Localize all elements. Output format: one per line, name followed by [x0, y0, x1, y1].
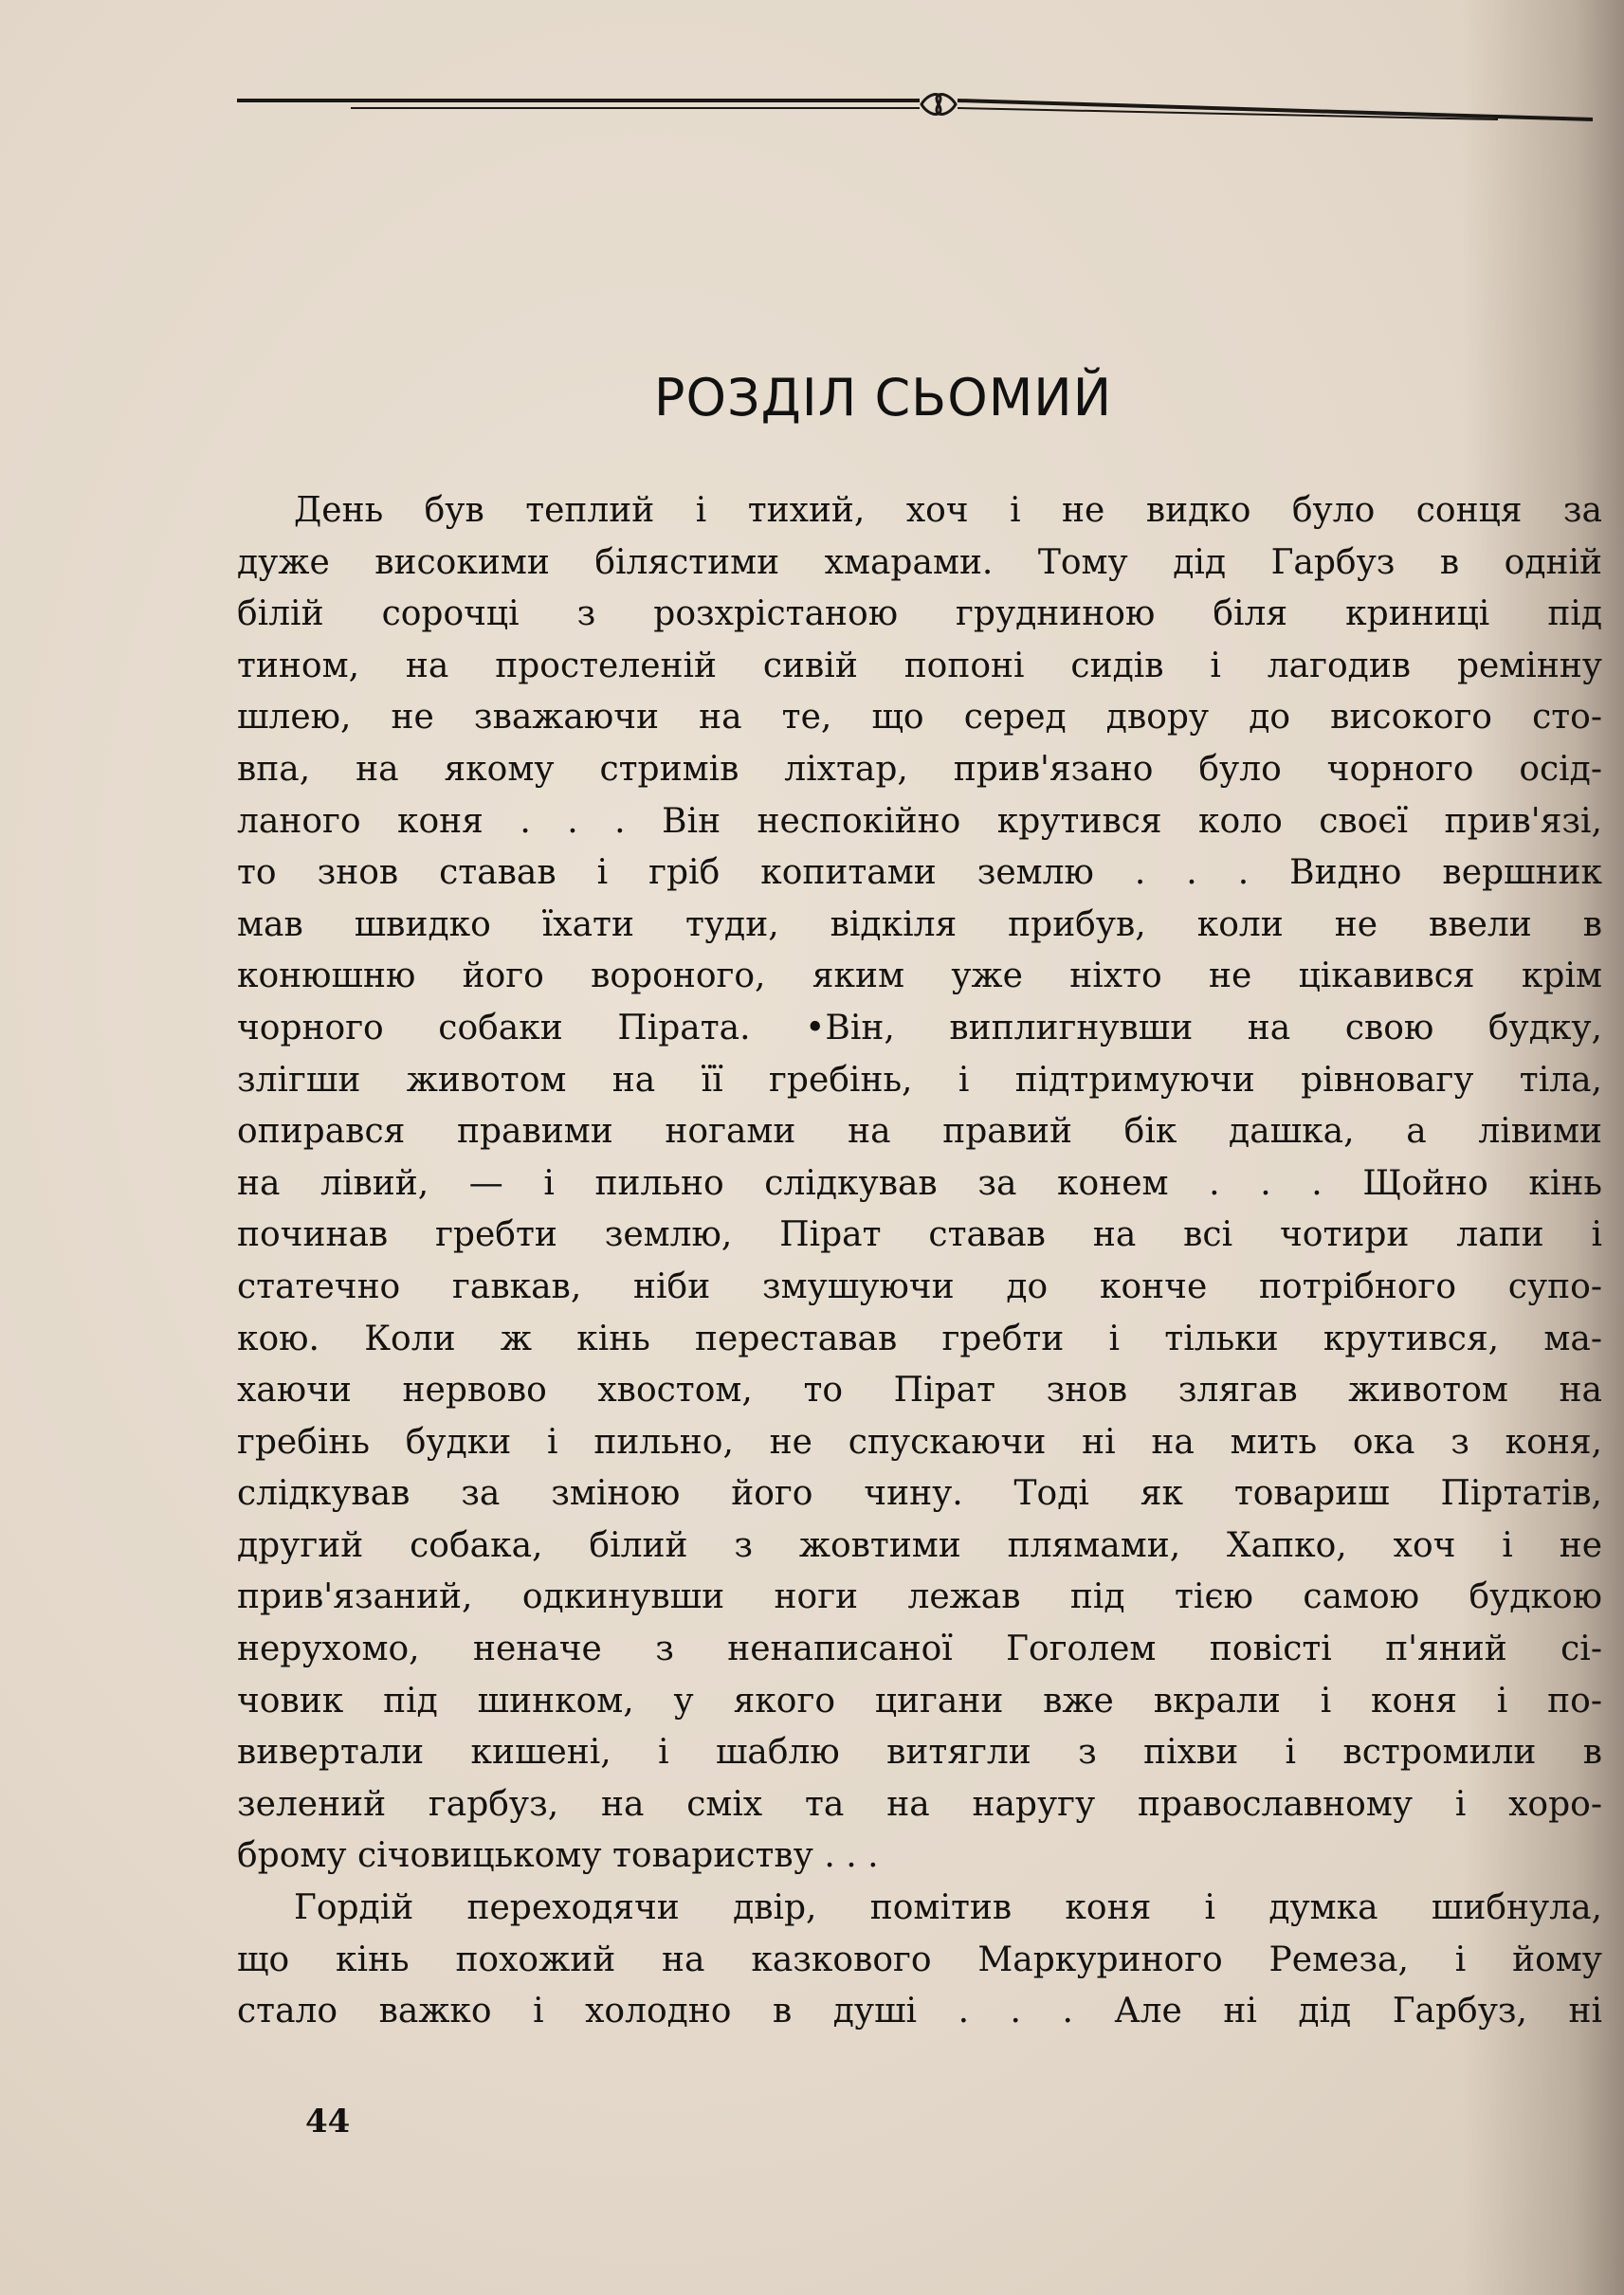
text-line: зелений гарбуз, на сміх та на наругу православному і хоро- — [237, 1784, 1602, 1824]
text-line: гребінь будки і пильно, не спускаючи ні на мить ока з коня, — [237, 1422, 1602, 1462]
text-line: кою. Коли ж кінь переставав гребти і тільки крутився, ма- — [237, 1319, 1602, 1358]
text-line: човик під шинком, у якого цигани вже вкрали і коня і по- — [237, 1681, 1602, 1721]
text-line: нерухомо, неначе з ненаписаної Гоголем повісті п'яний сі- — [237, 1630, 1602, 1669]
text-line: хаючи нервово хвостом, то Пірат знов злягав животом на — [237, 1371, 1602, 1411]
text-line: статечно гавкав, ніби змушуючи до конче потрібного супо- — [237, 1266, 1602, 1306]
text-line: брому січовицькому товариству . . . — [237, 1836, 879, 1876]
text-line: злігши животом на її гребінь, і підтримуючи рівновагу тіла, — [237, 1060, 1602, 1100]
text-line: що кінь похожий на казкового Маркуриного Ремеза, і йому — [237, 1940, 1602, 1979]
text-line: впа, на якому стримів ліхтар, прив'язано було чорного осід- — [237, 749, 1602, 789]
text-line: то знов ставав і гріб копитами землю . . . Видно вершник — [237, 853, 1602, 893]
text-line: стало важко і холодно в душі . . . Але ні дід Гарбуз, ні — [237, 1992, 1602, 2031]
text-line: дуже високими білястими хмарами. Тому дід Гарбуз в одній — [237, 542, 1602, 582]
page-number: 44 — [305, 2103, 351, 2140]
text-line: вивертали кишені, і шаблю витягли з піхви і встромили в — [237, 1733, 1602, 1773]
text-line: ланого коня . . . Він неспокійно крутився коло своєї прив'язі, — [237, 801, 1602, 841]
text-line: тином, на простеленій сивій попоні сидів і лагодив ремінну — [237, 646, 1602, 685]
text-line: слідкував за зміною його чину. Тоді як товариш Піртатів, — [237, 1474, 1602, 1514]
text-line: опирався правими ногами на правий бік дашка, а лівими — [237, 1112, 1602, 1152]
body-text — [237, 485, 1602, 2038]
text-line: мав швидко їхати туди, відкіля прибув, коли не ввели в — [237, 904, 1602, 944]
text-line: День був теплий і тихий, хоч і не видко було сонця за — [294, 491, 1602, 530]
text-line: Гордій переходячи двір, помітив коня і думка шибнула, — [294, 1888, 1602, 1928]
text-line: другий собака, білий з жовтими плямами, Хапко, хоч і не — [237, 1525, 1602, 1565]
header-ornament — [237, 91, 1593, 148]
text-line: на лівий, — і пильно слідкував за конем . . . Щойно кінь — [237, 1163, 1602, 1203]
text-line: шлею, не зважаючи на те, що серед двору до високого сто- — [237, 698, 1602, 738]
chapter-title: РОЗДІЛ СЬОМИЙ — [653, 368, 1113, 428]
text-line: чорного собаки Пірата. •Він, виплигнувши на свою будку, — [237, 1008, 1602, 1047]
text-line: конюшню його вороного, яким уже ніхто не цікавився крім — [237, 956, 1602, 996]
text-line: прив'язаний, одкинувши ноги лежав під тією самою будкою — [237, 1577, 1602, 1617]
text-line: білій сорочці з розхрістаною грудниною біля криниці під — [237, 594, 1602, 634]
text-line: починав гребти землю, Пірат ставав на всі чотири лапи і — [237, 1215, 1602, 1255]
